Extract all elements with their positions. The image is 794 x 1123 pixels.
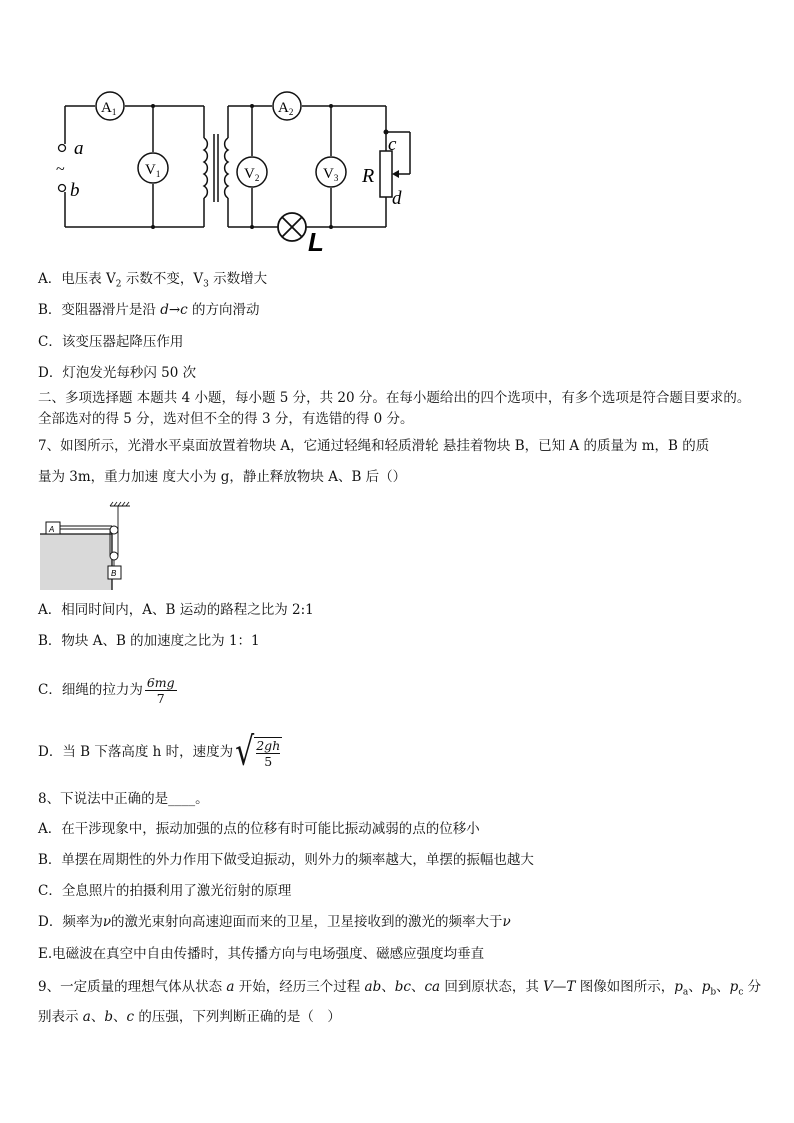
q6-option-a: A．电压表 $V_2$ 示数不变，$V_3$ 示数增大 <box>38 271 268 290</box>
svg-text:A: A <box>49 525 55 534</box>
svg-text:V2: $V_2$ <box>244 166 260 183</box>
q6-option-b: B．变阻器滑片是沿 d→c 的方向滑动 <box>38 302 260 318</box>
q9-stem-line2: 别表示 a、b、c 的压强，下列判断正确的是（ ） <box>38 1009 341 1025</box>
slider-end-d: d <box>392 188 402 209</box>
svg-text:V1: $V_1$ <box>145 162 161 179</box>
q9-stem-line1: 9、一定质量的理想气体从状态 a 开始，经历三个过程 ab、bc、ca 回到原状态，其 V—T 图像如图所示，$p_a$、$p_b$、$p_c$ 分 <box>38 979 762 998</box>
resistor-label: R <box>362 165 375 187</box>
q8-option-b: B．单摆在周期性的外力作用下做受迫振动，则外力的频率越大，单摆的振幅也越大 <box>38 852 534 868</box>
terminal-a-label: a <box>74 138 84 159</box>
pulley-figure <box>40 500 140 590</box>
svg-text:B: B <box>111 569 117 578</box>
q8-stem: 8、下说法中正确的是____。 <box>38 791 209 807</box>
section2-line2: 全部选对的得 5 分，选对但不全的得 3 分，有选错的得 0 分。 <box>38 411 414 427</box>
q7-option-b: B．物块 A、B 的加速度之比为 1：1 <box>38 633 260 649</box>
q7-stem-line1: 7、如图所示，光滑水平桌面放置着物块 A，它通过轻绳和轻质滑轮 悬挂着物块 B，已知 A 的质量为 m，B 的质 <box>38 438 710 454</box>
q6-option-d: D．灯泡发光每秒闪 50 次 <box>38 365 197 381</box>
svg-text:V3: $V_3$ <box>323 166 339 183</box>
q8-option-c: C．全息照片的拍摄利用了激光衍射的原理 <box>38 883 292 899</box>
slider-end-c: c <box>388 134 397 155</box>
q8-option-d: D．频率为ν的激光束射向高速迎面而来的卫星，卫星接收到的激光的频率大于ν <box>38 914 511 930</box>
terminal-b-label: b <box>70 180 80 201</box>
ac-symbol: ~ <box>56 161 65 178</box>
q7-option-c: C．细绳的拉力为 $\frac{6mg}{7}$ <box>38 675 175 706</box>
q7-stem-line2: 量为 3m，重力加速 度大小为 g，静止释放物块 A、B 后（） <box>38 469 407 485</box>
q6-option-c: C．该变压器起降压作用 <box>38 334 184 350</box>
section2-line1: 二、多项选择题 本题共 4 小题，每小题 5 分，共 20 分。在每小题给出的四个选项中，有多个选项是符合题目要求的。 <box>38 390 751 406</box>
q8-option-e: E.电磁波在真空中自由传播时，其传播方向与电场强度、磁感应强度均垂直 <box>38 946 485 962</box>
q7-option-a: A．相同时间内，A、B 运动的路程之比为 2:1 <box>38 602 314 618</box>
circuit-diagram <box>50 88 430 258</box>
lamp-label: L <box>308 227 324 257</box>
sqrt-expression: √ $\frac{2gh}{5}$ <box>235 729 281 775</box>
q8-option-a: A．在干涉现象中，振动加强的点的位移有时可能比振动减弱的点的位移小 <box>38 821 480 837</box>
q7-option-d: D．当 B 下落高度 h 时，速度为 √ $\frac{2gh}{5}$ <box>38 729 281 775</box>
svg-text:A1: $A_1$ <box>101 100 117 117</box>
svg-text:A2: $A_2$ <box>278 100 294 117</box>
fraction-6mg-7: $\frac{6mg}{7}$ <box>146 675 175 706</box>
